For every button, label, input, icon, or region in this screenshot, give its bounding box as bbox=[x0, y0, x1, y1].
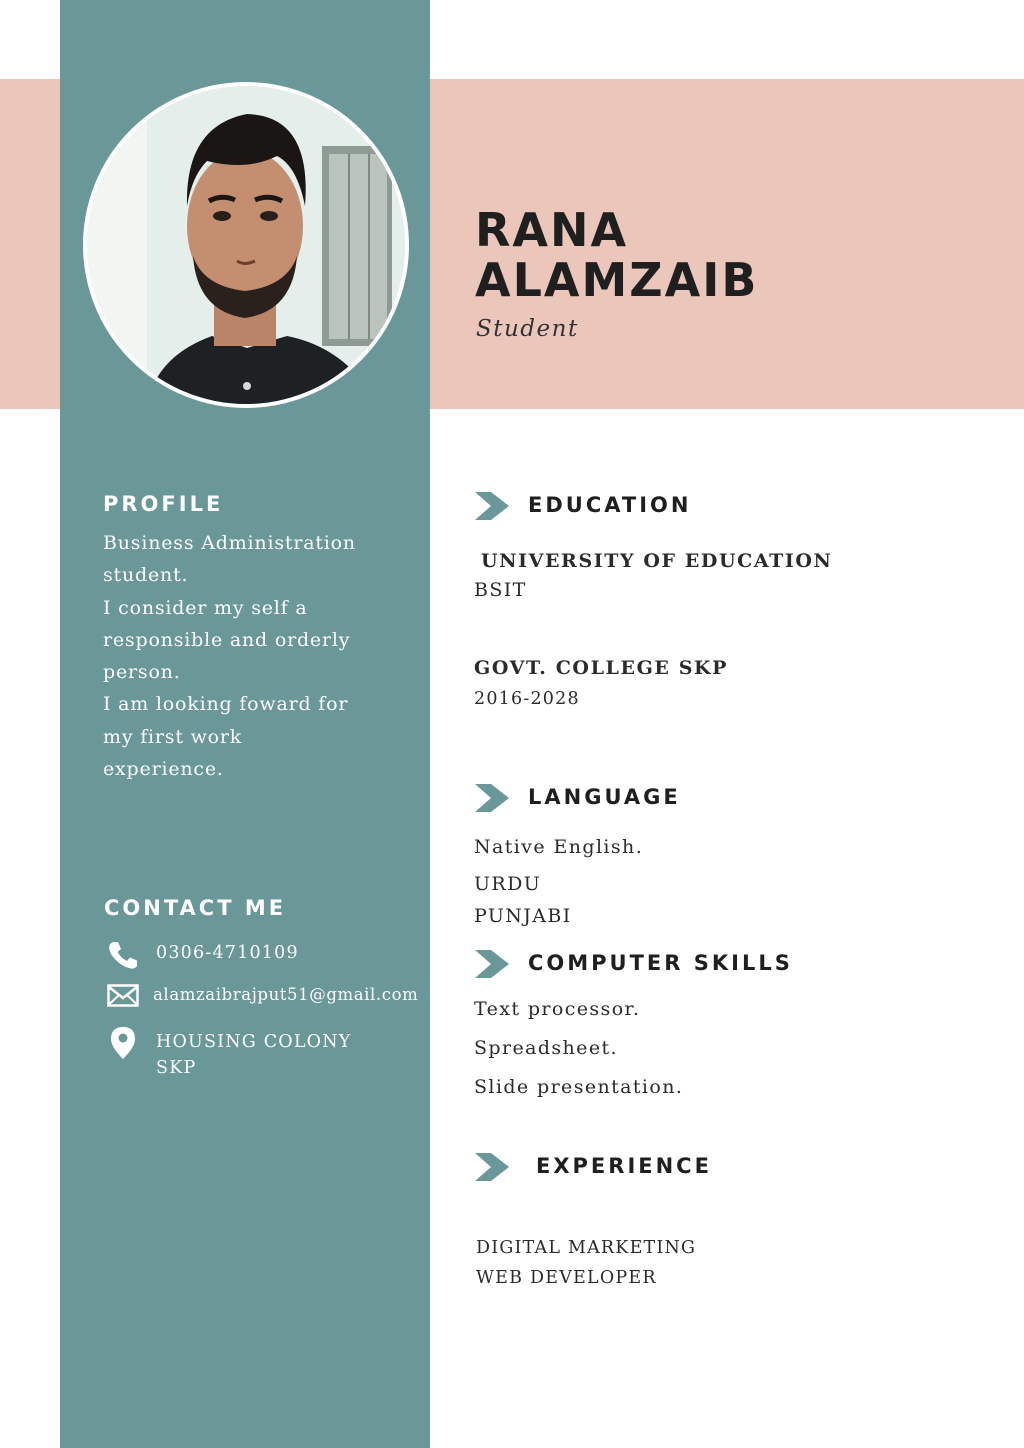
chevron-icon bbox=[475, 492, 511, 524]
skill-item: Spreadsheet. bbox=[474, 1037, 618, 1059]
email-address: alamzaibrajput51@gmail.com bbox=[153, 985, 419, 1004]
phone-number: 0306-4710109 bbox=[156, 943, 299, 963]
contact-heading: CONTACT ME bbox=[104, 896, 287, 920]
degree: BSIT bbox=[474, 579, 527, 601]
education-years: 2016-2028 bbox=[474, 689, 580, 709]
profile-photo bbox=[83, 82, 409, 408]
language-item: Native English. bbox=[474, 836, 644, 858]
profile-line: my first work bbox=[103, 725, 243, 748]
address-line: HOUSING COLONY bbox=[156, 1032, 352, 1052]
school-name: UNIVERSITY OF EDUCATION bbox=[481, 550, 833, 572]
chevron-icon bbox=[475, 1153, 511, 1185]
language-heading: LANGUAGE bbox=[528, 785, 681, 809]
skill-item: Slide presentation. bbox=[474, 1076, 684, 1098]
first-name: RANA bbox=[475, 203, 629, 257]
profile-heading: PROFILE bbox=[103, 492, 224, 516]
profile-line: Business Administration bbox=[103, 532, 356, 554]
profile-line: I am looking foward for bbox=[103, 693, 349, 716]
skill-item: Text processor. bbox=[474, 998, 641, 1020]
experience-item: DIGITAL MARKETING bbox=[476, 1238, 697, 1258]
envelope-icon bbox=[107, 984, 139, 1012]
profile-line: student. bbox=[103, 564, 189, 587]
candidate-name bbox=[475, 205, 758, 305]
profile-line: experience. bbox=[103, 758, 224, 781]
address-line: SKP bbox=[156, 1058, 197, 1078]
skills-heading: COMPUTER SKILLS bbox=[528, 951, 793, 975]
chevron-icon bbox=[475, 784, 511, 816]
chevron-icon bbox=[475, 950, 511, 982]
profile-summary bbox=[103, 527, 403, 785]
last-name: ALAMZAIB bbox=[475, 253, 759, 307]
experience-item: WEB DEVELOPER bbox=[476, 1268, 657, 1288]
phone-icon bbox=[107, 940, 139, 974]
job-title: Student bbox=[476, 316, 579, 342]
profile-line: person. bbox=[103, 661, 181, 684]
education-heading: EDUCATION bbox=[528, 493, 692, 517]
language-item: PUNJABI bbox=[474, 905, 572, 927]
location-pin-icon bbox=[110, 1026, 136, 1064]
language-item: URDU bbox=[474, 873, 542, 895]
address-text bbox=[156, 1029, 351, 1081]
school-name: GOVT. COLLEGE SKP bbox=[474, 657, 729, 679]
profile-line: responsible and orderly bbox=[103, 628, 351, 651]
profile-line: I consider my self a bbox=[103, 596, 308, 619]
experience-heading: EXPERIENCE bbox=[536, 1154, 712, 1178]
